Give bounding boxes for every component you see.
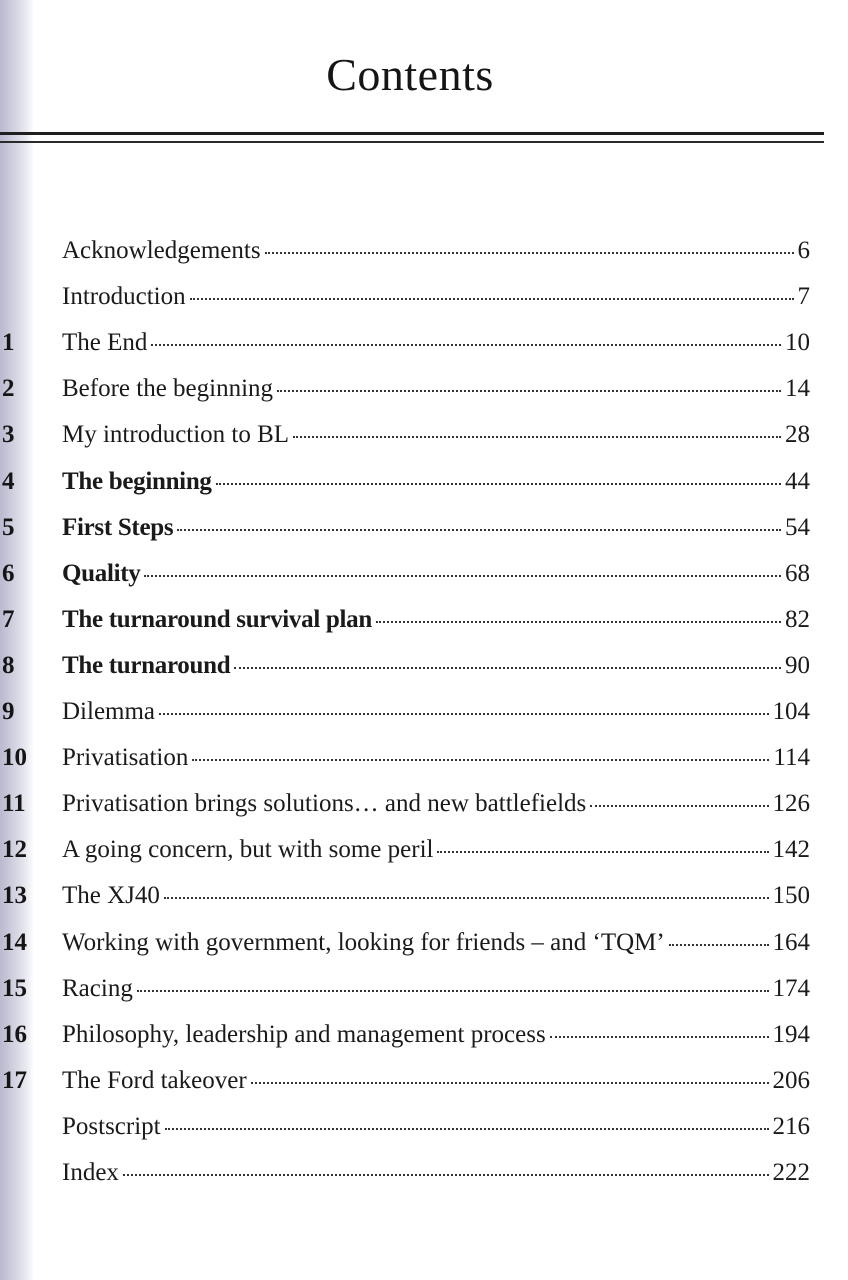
dot-leader (123, 1174, 769, 1176)
chapter-title[interactable]: First Steps (62, 513, 174, 541)
dot-leader (144, 575, 781, 577)
toc-entry[interactable] (0, 781, 848, 827)
toc-entry-line (62, 735, 810, 781)
page-number[interactable]: 82 (785, 605, 810, 633)
chapter-title[interactable]: The End (62, 329, 148, 357)
dot-leader (550, 1036, 769, 1038)
page-number[interactable]: 150 (772, 882, 810, 910)
dot-leader (669, 944, 769, 946)
toc-entry-line (62, 274, 810, 320)
chapter-title[interactable]: Privatisation (62, 744, 189, 772)
dot-leader (590, 805, 768, 807)
page-number[interactable]: 44 (785, 467, 810, 495)
chapter-number: 13 (2, 882, 27, 910)
dot-leader (190, 298, 794, 300)
dot-leader (251, 1082, 769, 1084)
toc-entry[interactable] (0, 1104, 848, 1150)
toc-entry-line (62, 920, 810, 966)
toc-entry-line (62, 551, 810, 597)
toc-entry[interactable] (0, 551, 848, 597)
toc-entry[interactable] (0, 320, 848, 366)
toc-entry[interactable] (0, 366, 848, 412)
dot-leader (234, 667, 781, 669)
toc-entry-line (62, 689, 810, 735)
dot-leader (177, 529, 781, 531)
toc-entry[interactable] (0, 735, 848, 781)
dot-leader (164, 897, 769, 899)
dot-leader (376, 621, 781, 623)
chapter-number: 16 (2, 1020, 27, 1048)
toc-entry[interactable] (0, 459, 848, 505)
chapter-number: 15 (2, 974, 27, 1002)
chapter-title[interactable]: Acknowledgements (62, 237, 261, 264)
title-divider-thick (0, 132, 824, 135)
dot-leader (265, 252, 794, 254)
dot-leader (137, 990, 769, 992)
toc-entry[interactable] (0, 412, 848, 458)
chapter-number: 8 (2, 651, 15, 679)
toc-entry-line (62, 966, 810, 1012)
toc-entry[interactable] (0, 643, 848, 689)
chapter-title[interactable]: Philosophy, leadership and management process (62, 1020, 546, 1048)
chapter-title[interactable]: Racing (62, 974, 133, 1002)
page-number[interactable]: 28 (785, 421, 810, 449)
toc-entry[interactable] (0, 228, 848, 274)
chapter-title[interactable]: Dilemma (62, 698, 156, 725)
chapter-title[interactable]: A going concern, but with some peril (62, 836, 434, 864)
toc-entry[interactable] (0, 1012, 848, 1058)
dot-leader (151, 344, 781, 346)
page-number[interactable]: 142 (772, 836, 810, 864)
chapter-title[interactable]: The turnaround (62, 651, 231, 679)
toc-entry[interactable] (0, 873, 848, 919)
toc-entry-line (62, 228, 810, 274)
dot-leader (293, 436, 781, 438)
toc-entry-line (62, 1012, 810, 1058)
dot-leader (165, 1128, 769, 1130)
chapter-number: 6 (2, 559, 15, 587)
chapter-title[interactable]: My introduction to BL (62, 421, 290, 449)
chapter-number: 3 (2, 421, 15, 449)
page-number[interactable]: 54 (785, 513, 810, 541)
toc-entry-line (62, 643, 810, 689)
page-number[interactable]: 90 (785, 651, 810, 679)
chapter-number: 11 (2, 790, 26, 818)
chapter-title[interactable]: Postscript (62, 1112, 161, 1140)
toc-entry[interactable] (0, 597, 848, 643)
page-number[interactable]: 10 (785, 329, 810, 357)
toc-entry-line (62, 412, 810, 458)
toc-entry-line (62, 597, 810, 643)
page-number[interactable]: 6 (797, 237, 810, 264)
toc-entry[interactable] (0, 1150, 848, 1196)
page-title: Contents (326, 49, 494, 100)
toc-entry-line (62, 505, 810, 551)
chapter-title[interactable]: The beginning (62, 467, 212, 495)
dot-leader (159, 713, 768, 715)
chapter-title[interactable]: The turnaround survival plan (62, 605, 372, 633)
toc-entry[interactable] (0, 920, 848, 966)
page-number[interactable]: 104 (772, 698, 810, 725)
toc-entry-line (62, 1150, 810, 1196)
toc-entry-line (62, 366, 810, 412)
chapter-title[interactable]: Introduction (62, 283, 186, 311)
toc-entry-line (62, 1058, 810, 1104)
toc-entry[interactable] (0, 274, 848, 320)
chapter-number: 17 (2, 1066, 27, 1094)
dot-leader (192, 759, 769, 761)
dot-leader (216, 483, 781, 485)
chapter-number: 14 (2, 928, 27, 956)
dot-leader (277, 390, 781, 392)
toc-entry-line (62, 459, 810, 505)
chapter-title[interactable]: Privatisation brings solutions… and new battlefields (62, 790, 587, 818)
chapter-number: 4 (2, 467, 15, 495)
chapter-title[interactable]: Working with government, looking for friends – and ‘TQM’ (62, 928, 665, 956)
page-number[interactable]: 126 (772, 790, 810, 818)
chapter-title[interactable]: Index (62, 1159, 119, 1186)
toc-entry-line (62, 873, 810, 919)
toc-entry[interactable] (0, 966, 848, 1012)
chapter-number: 1 (2, 329, 15, 357)
dot-leader (437, 851, 768, 853)
chapter-number: 7 (2, 605, 15, 633)
chapter-title[interactable]: The Ford takeover (62, 1066, 247, 1094)
page-number[interactable]: 14 (785, 375, 810, 403)
title-divider-thin (0, 141, 824, 143)
toc-entry[interactable] (0, 827, 848, 873)
toc-entry-line (62, 1104, 810, 1150)
page-number[interactable]: 164 (772, 928, 810, 956)
chapter-number: 2 (2, 375, 15, 403)
page-number[interactable]: 68 (785, 559, 810, 587)
toc-entry[interactable] (0, 689, 848, 735)
toc-entry-line (62, 827, 810, 873)
page-number[interactable]: 194 (772, 1020, 810, 1048)
page-number[interactable]: 174 (772, 974, 810, 1002)
page-number[interactable]: 114 (773, 744, 810, 772)
toc-entry-line (62, 320, 810, 366)
toc-entry[interactable] (0, 1058, 848, 1104)
chapter-number: 10 (2, 744, 27, 772)
page-number[interactable]: 206 (772, 1066, 810, 1094)
chapter-number: 9 (2, 698, 15, 725)
chapter-number: 5 (2, 513, 15, 541)
chapter-title[interactable]: Quality (62, 559, 141, 587)
chapter-number: 12 (2, 836, 27, 864)
page-number[interactable]: 222 (772, 1159, 810, 1186)
chapter-title[interactable]: Before the beginning (62, 375, 274, 403)
page-number[interactable]: 7 (797, 283, 810, 311)
chapter-title[interactable]: The XJ40 (62, 882, 160, 910)
toc-entry[interactable] (0, 505, 848, 551)
page-number[interactable]: 216 (772, 1112, 810, 1140)
toc-entry-line (62, 781, 810, 827)
